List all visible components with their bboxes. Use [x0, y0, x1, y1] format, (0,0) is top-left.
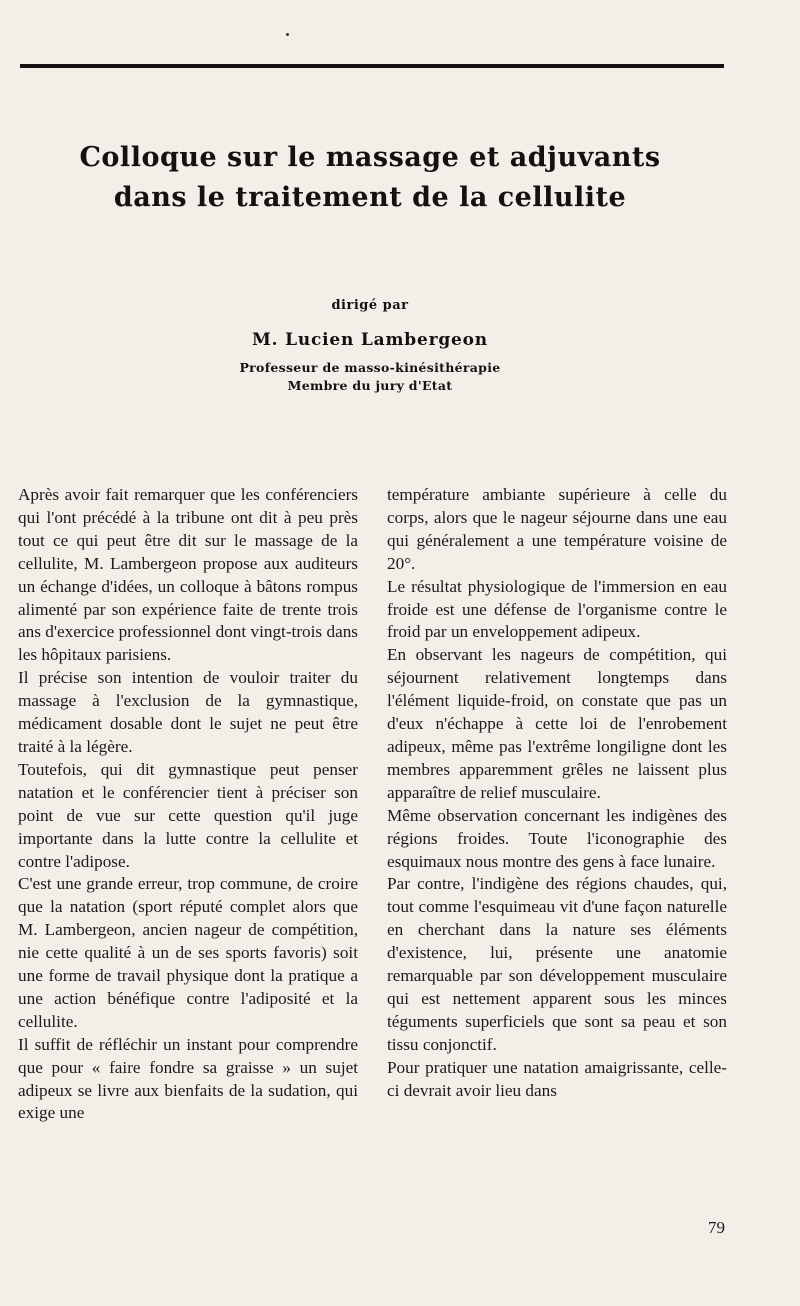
- paragraph: Pour pratiquer une natation amaigrissante, celle-ci devrait avoir lieu dans: [387, 1057, 727, 1100]
- paragraph: Après avoir fait remarquer que les conférenciers qui l'ont précédé à la tribune ont dit à peu près tout ce qui peut être dit sur le massage de la cellulite, M. Lambergeon propose aux auditeurs un échange d'idées, un colloque à bâtons rompus alimenté par son expérience faite de trente trois ans d'exercice professionnel dont vingt-trois dans les hôpitaux parisiens.: [18, 485, 358, 665]
- top-rule: [20, 64, 724, 68]
- directed-by: dirigé par: [331, 298, 409, 313]
- article-title: [20, 138, 720, 218]
- paragraph: Il précise son intention de vouloir traiter du massage à l'exclusion de la gymnastique, médicament dosable dont le sujet ne peut être traité à la légère.: [18, 668, 358, 756]
- paragraph: Par contre, l'indigène des régions chaudes, qui, tout comme l'esquimeau vit d'une façon naturelle en cherchant dans la nature ses éléments d'existence, lui, présente une anatomie remarquable par son développement musculaire qui est nettement apparent sous les minces téguments superficiels que sont sa peau et son tissu conjonctif.: [387, 874, 727, 1054]
- author-role-2: Membre du jury d'Etat: [287, 378, 453, 393]
- author-role-1: Professeur de masso-kinésithérapie: [239, 360, 501, 375]
- paragraph: Même observation concernant les indigènes des régions froides. Toute l'iconographie des esquimaux nous montre des gens à face lunaire.: [387, 805, 727, 871]
- right-column: [387, 484, 727, 1102]
- paragraph: Le résultat physiologique de l'immersion en eau froide est une défense de l'organisme contre le froid par un enveloppement adipeux.: [387, 576, 727, 642]
- paragraph: C'est une grande erreur, trop commune, de croire que la natation (sport réputé complet alors que M. Lambergeon, ancien nageur de compétition, nie cette qualité à un de ses sports favoris) soit une forme de travail physique dont la pratique a une action bénéfique contre l'adiposité et la cellulite.: [18, 874, 358, 1031]
- paragraph: température ambiante supérieure à celle du corps, alors que le nageur séjourne dans une eau qui généralement a une température voisine de 20°.: [387, 485, 727, 573]
- title-line-1: Colloque sur le massage et adjuvants: [79, 142, 661, 173]
- page-number: 79: [708, 1218, 725, 1237]
- paragraph: Il suffit de réfléchir un instant pour comprendre que pour « faire fondre sa graisse » un sujet adipeux se livre aux bienfaits de la sudation, qui exige une: [18, 1034, 358, 1123]
- author-name: M. Lucien Lambergeon: [252, 330, 488, 350]
- paragraph: En observant les nageurs de compétition, qui séjournent relativement longtemps dans l'élément liquide-froid, on constate que pas un d'eux n'échappe à cette loi de l'enrobement adipeux, même pas l'extrême longiligne dont les membres apparemment grêles ne laissent plus apparaître de relief musculaire.: [387, 645, 727, 802]
- left-column: [18, 484, 358, 1125]
- paragraph: Toutefois, qui dit gymnastique peut penser natation et le conférencier tient à préciser son point de vue sur cette question qu'il juge importante dans la lutte contre la cellulite et contre l'adipose.: [18, 759, 358, 871]
- title-line-2: dans le traitement de la cellulite: [113, 182, 627, 213]
- speck: [286, 33, 289, 36]
